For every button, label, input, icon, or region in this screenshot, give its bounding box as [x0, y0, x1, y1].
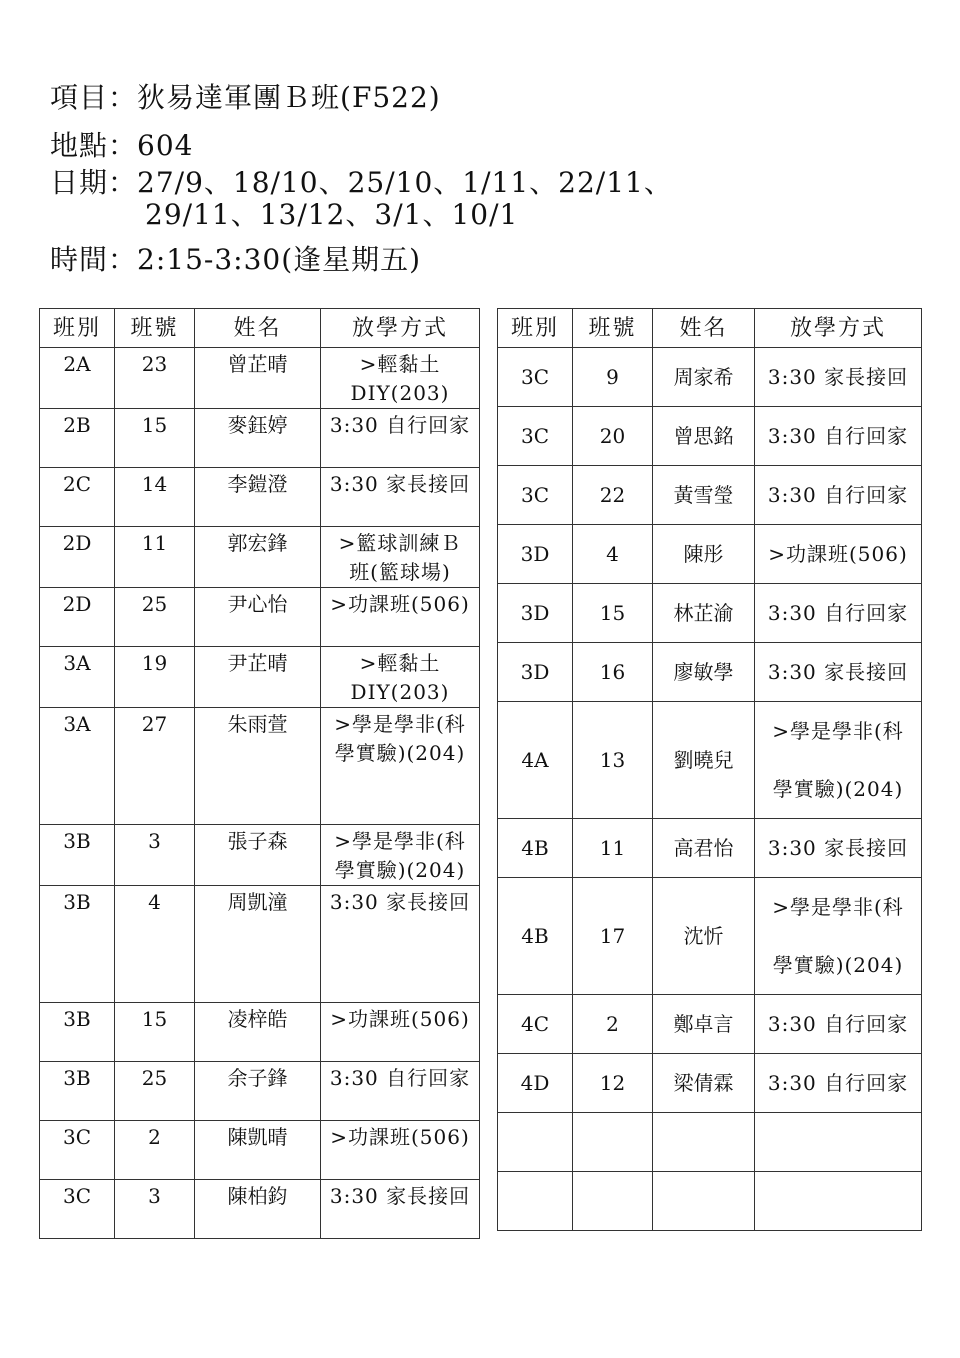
col-class: 班別: [40, 309, 115, 348]
method-cell: [321, 348, 480, 409]
table-row: [40, 468, 480, 527]
method-line: >學是學非(科: [772, 895, 904, 919]
method-cell: [321, 647, 480, 708]
number-cell: 15: [573, 584, 653, 643]
name-cell: 周凱潼: [195, 886, 321, 1003]
table-row: [40, 708, 480, 825]
method-line: 3:30 自行回家: [767, 482, 909, 507]
col-name: 姓名: [195, 309, 321, 348]
method-line: >輕黏土: [359, 651, 441, 675]
method-line-2: 學實驗)(204): [772, 953, 904, 977]
number-cell: 22: [573, 466, 653, 525]
method-line: >功課班(506): [330, 592, 470, 616]
time-line: [50, 244, 421, 276]
dates-line: [50, 167, 673, 199]
project-label: 項目：: [50, 81, 138, 114]
number-cell: 11: [573, 819, 653, 878]
table-row: [40, 647, 480, 708]
right-table-body: [498, 348, 922, 1231]
method-line: 3:30 家長接回: [329, 1184, 471, 1208]
method-line: >功課班(506): [768, 541, 908, 566]
method-cell: [321, 527, 480, 588]
method-cell: [321, 825, 480, 886]
table-row: [40, 1062, 480, 1121]
method-line: 3:30 自行回家: [767, 423, 909, 448]
name-cell: 張子森: [195, 825, 321, 886]
method-line: 3:30 自行回家: [767, 600, 909, 625]
table-row: [498, 878, 922, 995]
number-cell: 2: [115, 1121, 195, 1180]
name-cell: 朱雨萱: [195, 708, 321, 825]
method-cell: [321, 409, 480, 468]
right-table: [497, 308, 922, 1231]
number-cell: 23: [115, 348, 195, 409]
method-line: >輕黏土: [359, 352, 441, 376]
table-row: [40, 886, 480, 1003]
col-method: 放學方式: [321, 309, 480, 348]
class-cell: 2D: [40, 588, 115, 647]
number-cell: [573, 1113, 653, 1172]
name-cell: 麥鈺婷: [195, 409, 321, 468]
project-line: [50, 82, 441, 114]
method-line: 3:30 家長接回: [767, 835, 909, 860]
table-row: [40, 527, 480, 588]
method-cell: [755, 584, 922, 643]
name-cell: 曾芷晴: [195, 348, 321, 409]
number-cell: 25: [115, 588, 195, 647]
number-cell: 3: [115, 825, 195, 886]
name-cell: 余子鋒: [195, 1062, 321, 1121]
dates-value-line2: 29/11、13/12、3/1、10/1: [145, 198, 519, 231]
class-cell: 3D: [498, 584, 573, 643]
col-name: 姓名: [653, 309, 755, 348]
number-cell: 14: [115, 468, 195, 527]
number-cell: 9: [573, 348, 653, 407]
number-cell: 3: [115, 1180, 195, 1239]
method-cell: [321, 588, 480, 647]
class-cell: 3B: [40, 825, 115, 886]
name-cell: 黃雪瑩: [653, 466, 755, 525]
method-cell: [321, 886, 480, 1003]
name-cell: 梁倩霖: [653, 1054, 755, 1113]
number-cell: 27: [115, 708, 195, 825]
class-cell: 3C: [40, 1180, 115, 1239]
number-cell: 20: [573, 407, 653, 466]
left-table-body: [40, 348, 480, 1239]
name-cell: 郭宏鋒: [195, 527, 321, 588]
name-cell: 鄭卓言: [653, 995, 755, 1054]
name-cell: 陳凱晴: [195, 1121, 321, 1180]
table-row: [498, 1172, 922, 1231]
number-cell: 15: [115, 1003, 195, 1062]
location-value: 604: [137, 129, 194, 162]
name-cell: 曾思銘: [653, 407, 755, 466]
number-cell: 2: [573, 995, 653, 1054]
table-row: [40, 348, 480, 409]
table-row: [498, 702, 922, 819]
name-cell: 李鎧澄: [195, 468, 321, 527]
class-cell: 2B: [40, 409, 115, 468]
name-cell: 尹芷晴: [195, 647, 321, 708]
method-line: >籃球訓練Ｂ: [338, 531, 462, 555]
class-cell: 4D: [498, 1054, 573, 1113]
method-cell: [755, 1054, 922, 1113]
table-row: [40, 1121, 480, 1180]
class-cell: 3C: [40, 1121, 115, 1180]
method-cell: [755, 995, 922, 1054]
method-cell: [755, 1172, 922, 1231]
method-line: 3:30 自行回家: [329, 413, 471, 437]
class-cell: 3B: [40, 886, 115, 1003]
col-method: 放學方式: [755, 309, 922, 348]
class-cell: 4B: [498, 819, 573, 878]
dates-value-line1: 27/9、18/10、25/10、1/11、22/11、: [137, 166, 673, 199]
class-cell: 4A: [498, 702, 573, 819]
number-cell: [573, 1172, 653, 1231]
right-header-row: [498, 309, 922, 348]
method-line-2: 學實驗)(204): [334, 858, 466, 882]
col-number: 班號: [573, 309, 653, 348]
location-line: [50, 130, 193, 162]
class-cell: 3D: [498, 525, 573, 584]
class-cell: 3C: [498, 348, 573, 407]
method-cell: [755, 1113, 922, 1172]
class-cell: 3B: [40, 1003, 115, 1062]
name-cell: 陳彤: [653, 525, 755, 584]
name-cell: 周家希: [653, 348, 755, 407]
name-cell: 凌梓皓: [195, 1003, 321, 1062]
table-row: [498, 819, 922, 878]
number-cell: 13: [573, 702, 653, 819]
number-cell: 15: [115, 409, 195, 468]
name-cell: [653, 1113, 755, 1172]
class-cell: 3B: [40, 1062, 115, 1121]
method-line: 3:30 家長接回: [329, 472, 471, 496]
method-cell: [321, 1062, 480, 1121]
time-value: 2:15-3:30(逢星期五): [137, 243, 422, 276]
class-cell: 2D: [40, 527, 115, 588]
method-line-2: DIY(203): [350, 680, 450, 704]
table-row: [498, 995, 922, 1054]
left-header-row: [40, 309, 480, 348]
table-row: [498, 1113, 922, 1172]
name-cell: 高君怡: [653, 819, 755, 878]
col-class: 班別: [498, 309, 573, 348]
name-cell: 林芷渝: [653, 584, 755, 643]
method-line-2: DIY(203): [350, 381, 450, 405]
class-cell: 3D: [498, 643, 573, 702]
method-cell: [321, 468, 480, 527]
class-cell: [498, 1113, 573, 1172]
table-row: [40, 1180, 480, 1239]
method-line: >功課班(506): [330, 1007, 470, 1031]
name-cell: 尹心怡: [195, 588, 321, 647]
method-line-2: 學實驗)(204): [334, 741, 466, 765]
project-value: 狄易達軍團Ｂ班(F522): [137, 81, 441, 114]
number-cell: 11: [115, 527, 195, 588]
name-cell: 沈忻: [653, 878, 755, 995]
method-cell: [755, 819, 922, 878]
table-row: [498, 466, 922, 525]
number-cell: 12: [573, 1054, 653, 1113]
method-line: 3:30 自行回家: [767, 1011, 909, 1036]
method-cell: [321, 1121, 480, 1180]
table-row: [498, 584, 922, 643]
table-row: [498, 407, 922, 466]
class-cell: 4B: [498, 878, 573, 995]
col-number: 班號: [115, 309, 195, 348]
name-cell: 陳柏鈞: [195, 1180, 321, 1239]
class-cell: 3A: [40, 647, 115, 708]
method-line: >學是學非(科: [334, 712, 466, 736]
table-row: [498, 1054, 922, 1113]
method-cell: [755, 348, 922, 407]
number-cell: 4: [573, 525, 653, 584]
table-row: [40, 825, 480, 886]
method-cell: [755, 407, 922, 466]
method-line: 3:30 自行回家: [329, 1066, 471, 1090]
method-cell: [321, 1003, 480, 1062]
time-label: 時間：: [50, 243, 138, 276]
number-cell: 17: [573, 878, 653, 995]
method-line: 3:30 自行回家: [767, 1070, 909, 1095]
method-cell: [321, 1180, 480, 1239]
method-line: 3:30 家長接回: [767, 659, 909, 684]
method-line: >學是學非(科: [772, 719, 904, 743]
method-cell: [321, 708, 480, 825]
method-line-2: 班(籃球場): [349, 560, 451, 584]
class-cell: [498, 1172, 573, 1231]
class-cell: 3C: [498, 466, 573, 525]
class-cell: 3A: [40, 708, 115, 825]
number-cell: 19: [115, 647, 195, 708]
method-line: >學是學非(科: [334, 829, 466, 853]
name-cell: 廖敏學: [653, 643, 755, 702]
table-row: [40, 1003, 480, 1062]
table-row: [40, 588, 480, 647]
class-cell: 2A: [40, 348, 115, 409]
class-cell: 4C: [498, 995, 573, 1054]
table-row: [498, 348, 922, 407]
method-cell: [755, 702, 922, 819]
method-line-2: 學實驗)(204): [772, 777, 904, 801]
method-cell: [755, 466, 922, 525]
number-cell: 16: [573, 643, 653, 702]
table-row: [40, 409, 480, 468]
method-line: 3:30 家長接回: [767, 364, 909, 389]
dates-label: 日期：: [50, 166, 138, 199]
class-cell: 2C: [40, 468, 115, 527]
method-line: >功課班(506): [330, 1125, 470, 1149]
number-cell: 4: [115, 886, 195, 1003]
table-row: [498, 643, 922, 702]
table-row: [498, 525, 922, 584]
name-cell: 劉曉兒: [653, 702, 755, 819]
class-cell: 3C: [498, 407, 573, 466]
method-cell: [755, 878, 922, 995]
method-cell: [755, 643, 922, 702]
method-cell: [755, 525, 922, 584]
number-cell: 25: [115, 1062, 195, 1121]
left-table: [39, 308, 480, 1239]
method-line: 3:30 家長接回: [329, 890, 471, 914]
name-cell: [653, 1172, 755, 1231]
location-label: 地點：: [50, 129, 138, 162]
